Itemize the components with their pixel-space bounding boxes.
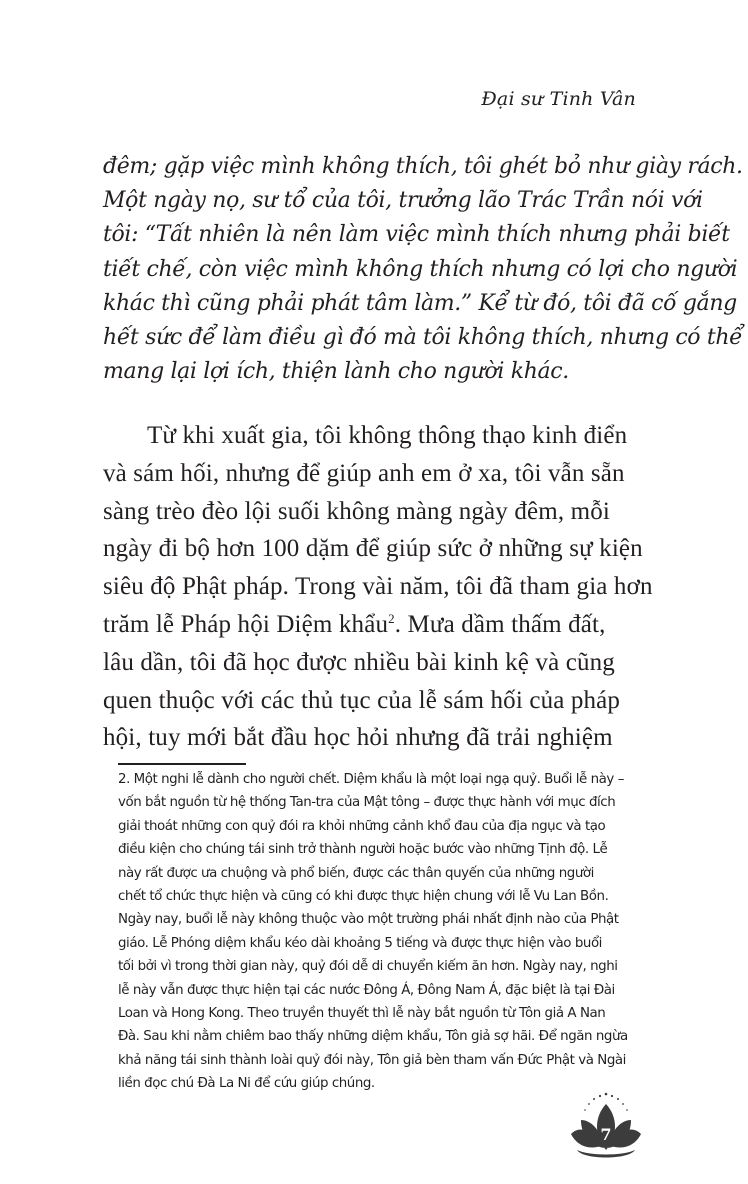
body-line: quen thuộc với các thủ tục của lễ sám hối của pháp bbox=[103, 686, 621, 714]
italic-line: đêm; gặp việc mình không thích, tôi ghét bỏ như giày rách. bbox=[103, 154, 743, 179]
italic-line: tiết chế, còn việc mình không thích nhưng có lợi cho người bbox=[103, 256, 738, 282]
italic-paragraph bbox=[103, 150, 743, 389]
italic-line: tôi: “Tất nhiên là nên làm việc mình thích nhưng phải biết bbox=[103, 222, 730, 248]
body-paragraph bbox=[103, 417, 653, 757]
body-line: và sám hối, nhưng để giúp anh em ở xa, tôi vẫn sẵn bbox=[103, 459, 625, 487]
footnote-divider bbox=[118, 763, 246, 765]
footnote-line: chết tổ chức thực hiện và cũng có khi được thực hiện chung với lễ Vu Lan Bồn. bbox=[118, 888, 609, 904]
footnote-line: Loan và Hong Kong. Theo truyền thuyết thì lễ này bắt nguồn từ Tôn giả A Nan bbox=[118, 1005, 606, 1021]
body-line: hội, tuy mới bắt đầu học hỏi nhưng đã trải nghiệm bbox=[103, 724, 613, 752]
body-line-text-after: . Mưa dầm thấm đất, bbox=[394, 610, 606, 638]
italic-line: Một ngày nọ, sư tổ của tôi, trưởng lão Trác Trần nói với bbox=[103, 188, 703, 214]
italic-line: khác thì cũng phải phát tâm làm.” Kể từ đó, tôi đã cố gắng bbox=[103, 290, 737, 316]
footnote-line: Ngày nay, buổi lễ này không thuộc vào một trường phái nhất định nào của Phật bbox=[118, 912, 619, 928]
footnote-line: 2. Một nghi lễ dành cho người chết. Diệm khẩu là một loại ngạ quỷ. Buổi lễ này – bbox=[118, 772, 624, 787]
page-number: 7 bbox=[600, 1125, 612, 1144]
italic-line: hết sức để làm điều gì đó mà tôi không thích, nhưng có thể bbox=[103, 324, 743, 350]
body-line-with-footnote bbox=[103, 606, 648, 644]
running-head: Đại sư Tinh Vân bbox=[481, 88, 636, 110]
footnote-line: này rất được ưa chuộng và phổ biến, được các thân quyến của những người bbox=[118, 865, 594, 881]
footnote bbox=[118, 768, 638, 1095]
body-line: sàng trèo đèo lội suối không màng ngày đêm, mỗi bbox=[103, 497, 610, 525]
italic-line: mang lại lợi ích, thiện lành cho người khác. bbox=[103, 359, 569, 385]
footnote-line: giáo. Lễ Phóng diệm khẩu kéo dài khoảng 5 tiếng và được thực hiện vào buổi bbox=[118, 935, 602, 951]
footnote-line: liền đọc chú Đà La Ni để cứu giúp chúng. bbox=[118, 1076, 375, 1092]
footnote-line: tối bởi vì trong thời gian này, quỷ đói dễ di chuyển kiếm ăn hơn. Ngày nay, nghi bbox=[118, 959, 618, 975]
body-line-text: trăm lễ Pháp hội Diệm khẩu bbox=[103, 610, 389, 638]
body-line: ngày đi bộ hơn 100 dặm để giúp sức ở những sự kiện bbox=[103, 535, 643, 563]
footnote-line: giải thoát những con quỷ đói ra khỏi những cảnh khổ đau của địa ngục và tạo bbox=[118, 818, 606, 834]
footnote-line: vốn bắt nguồn từ hệ thống Tan-tra của Mật tông – được thực hành với mục đích bbox=[118, 795, 616, 811]
footnote-line: điều kiện cho chúng tái sinh trở thành người hoặc bước vào những Tịnh độ. Lễ bbox=[118, 842, 608, 858]
body-line: lâu dần, tôi đã học được nhiều bài kinh kệ và cũng bbox=[103, 648, 615, 676]
page-number-ornament bbox=[567, 1090, 645, 1168]
body-line: siêu độ Phật pháp. Trong vài năm, tôi đã tham gia hơn bbox=[103, 573, 653, 601]
footnote-line: lễ này vẫn được thực hiện tại các nước Đông Á, Đông Nam Á, đặc biệt là tại Đài bbox=[118, 982, 615, 998]
footnote-line: khả năng tái sinh thành loài quỷ đói này, Tôn giả bèn tham vấn Đức Phật và Ngài bbox=[118, 1052, 626, 1068]
footnote-line: Đà. Sau khi nằm chiêm bao thấy những diệm khẩu, Tôn giả sợ hãi. Để ngăn ngừa bbox=[118, 1029, 628, 1045]
body-line: Từ khi xuất gia, tôi không thông thạo kinh điển bbox=[147, 422, 628, 449]
footnote-reference: 2 bbox=[388, 610, 395, 626]
